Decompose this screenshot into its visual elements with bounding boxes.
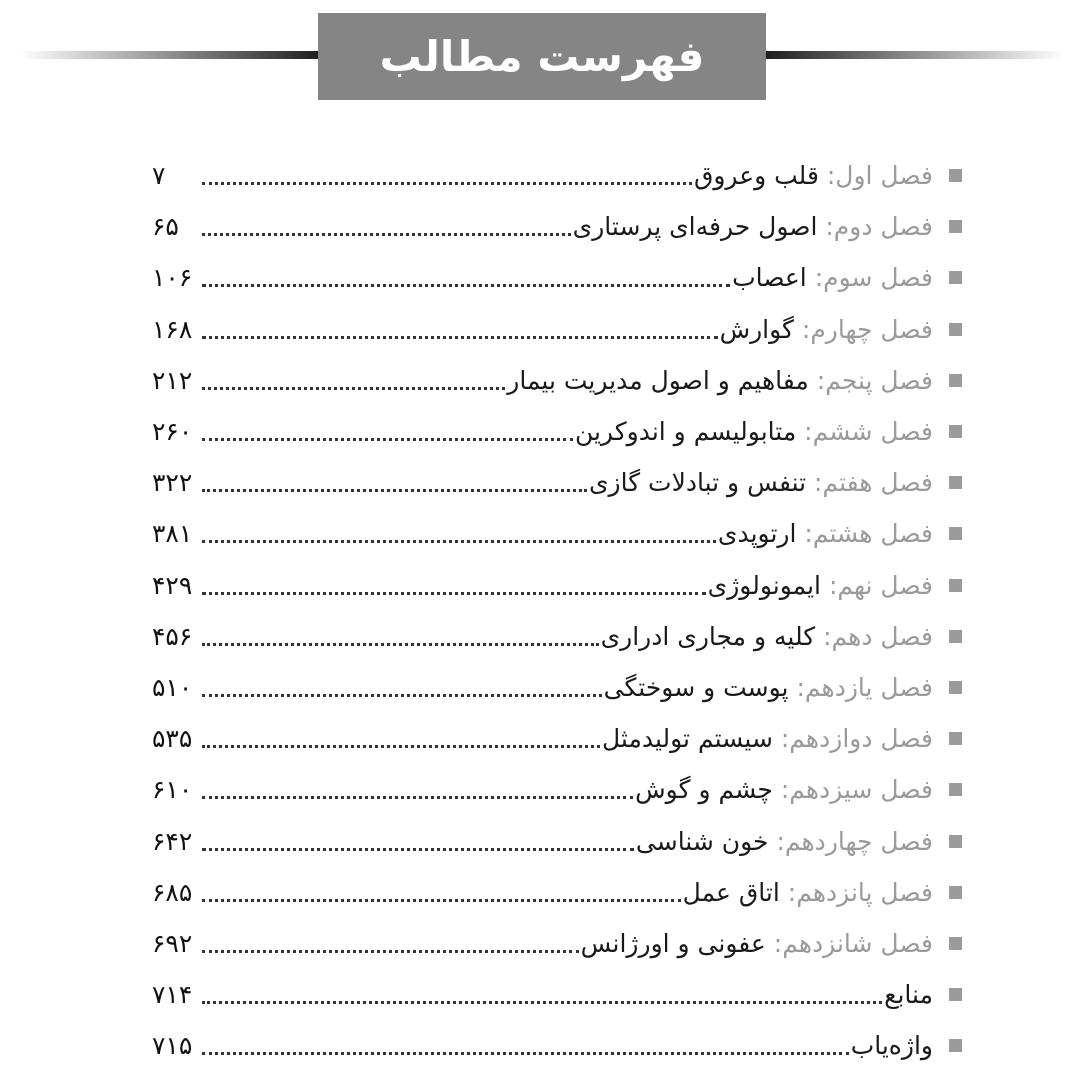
chapter-title: تنفس و تبادلات گازی — [588, 468, 807, 498]
chapter-number: فصل شانزدهم: — [773, 928, 933, 958]
toc-entry[interactable] — [152, 201, 962, 252]
square-bullet-icon — [949, 220, 962, 233]
page-number: ۶۸۵ — [152, 877, 193, 907]
dot-leader — [202, 182, 692, 185]
page-number: ۳۸۱ — [152, 519, 193, 549]
square-bullet-icon — [949, 783, 962, 796]
page-number: ۷۱۴ — [152, 980, 193, 1010]
square-bullet-icon — [949, 886, 962, 899]
toc-entry[interactable] — [152, 252, 962, 303]
page-number: ۶۱۰ — [152, 775, 193, 805]
chapter-number: فصل دوازدهم: — [780, 724, 933, 754]
square-bullet-icon — [949, 527, 962, 540]
chapter-number: فصل دهم: — [823, 621, 933, 651]
header-rule-right — [764, 51, 1064, 59]
dot-leader — [202, 540, 716, 543]
page-number: ۱۶۸ — [152, 314, 193, 344]
square-bullet-icon — [949, 1039, 962, 1052]
header-rule-left — [20, 51, 320, 59]
page-title: فهرست مطالب — [379, 32, 705, 81]
page-number: ۶۴۲ — [152, 826, 193, 856]
dot-leader — [202, 233, 571, 236]
dot-leader — [202, 592, 706, 595]
square-bullet-icon — [949, 681, 962, 694]
toc-entry[interactable] — [152, 662, 962, 713]
page-number: ۲۶۰ — [152, 417, 193, 447]
chapter-title: سیستم تولیدمثل — [601, 724, 773, 754]
chapter-number: فصل هفتم: — [814, 468, 933, 498]
toc-entry[interactable] — [152, 560, 962, 611]
chapter-title: گوارش — [719, 314, 794, 344]
page-number: ۵۱۰ — [152, 672, 193, 702]
chapter-number: فصل پانزدهم: — [787, 877, 933, 907]
page-number: ۱۰۶ — [152, 263, 193, 293]
chapter-title: اصول حرفه‌ای پرستاری — [572, 212, 818, 242]
dot-leader — [202, 1001, 882, 1004]
toc-entry[interactable] — [152, 355, 962, 406]
chapter-title: کلیه و مجاری ادراری — [600, 621, 816, 651]
square-bullet-icon — [949, 630, 962, 643]
square-bullet-icon — [949, 374, 962, 387]
toc-entry[interactable] — [152, 969, 962, 1020]
page-number: ۲۱۲ — [152, 365, 193, 395]
square-bullet-icon — [949, 732, 962, 745]
chapter-title: اتاق عمل — [682, 877, 780, 907]
page-number: ۳۲۲ — [152, 468, 193, 498]
chapter-title: واژه‌یاب — [850, 1031, 933, 1061]
page-number: ۷۱۵ — [152, 1031, 193, 1061]
square-bullet-icon — [949, 425, 962, 438]
chapter-title: چشم و گوش — [635, 775, 773, 805]
toc-entry[interactable] — [152, 713, 962, 764]
chapter-title: اعصاب — [732, 263, 807, 293]
dot-leader — [202, 284, 730, 287]
dot-leader — [202, 438, 573, 441]
page-number: ۴۵۶ — [152, 621, 193, 651]
square-bullet-icon — [949, 988, 962, 1001]
chapter-title: ایمونولوژی — [707, 570, 821, 600]
chapter-title: ارتوپدی — [717, 519, 797, 549]
dot-leader — [202, 694, 602, 697]
toc-entry[interactable] — [152, 508, 962, 559]
toc-entry[interactable] — [152, 1020, 962, 1071]
toc-entry[interactable] — [152, 918, 962, 969]
dot-leader — [202, 796, 633, 799]
table-of-contents — [152, 150, 962, 1071]
dot-leader — [202, 643, 599, 646]
chapter-number: فصل اول: — [826, 161, 933, 191]
dot-leader — [202, 848, 634, 851]
dot-leader — [202, 950, 579, 953]
chapter-title: منابع — [884, 980, 933, 1010]
chapter-title: پوست و سوختگی — [603, 672, 789, 702]
square-bullet-icon — [949, 271, 962, 284]
chapter-number: فصل دوم: — [825, 212, 933, 242]
chapter-title: خون شناسی — [635, 826, 769, 856]
chapter-title: عفونی و اورژانس — [580, 928, 766, 958]
square-bullet-icon — [949, 835, 962, 848]
page-number: ۵۳۵ — [152, 724, 193, 754]
toc-entry[interactable] — [152, 764, 962, 815]
page-number: ۶۹۲ — [152, 928, 193, 958]
toc-entry[interactable] — [152, 304, 962, 355]
chapter-title: مفاهیم و اصول مدیریت بیمار — [507, 365, 809, 395]
square-bullet-icon — [949, 476, 962, 489]
dot-leader — [202, 387, 505, 390]
chapter-number: فصل چهارم: — [801, 314, 933, 344]
toc-entry[interactable] — [152, 815, 962, 866]
chapter-number: فصل هشتم: — [804, 519, 933, 549]
chapter-title: قلب وعروق — [693, 161, 819, 191]
chapter-number: فصل سوم: — [814, 263, 933, 293]
page-number: ۷ — [152, 161, 166, 191]
dot-leader — [202, 489, 587, 492]
square-bullet-icon — [949, 937, 962, 950]
dot-leader — [202, 745, 600, 748]
chapter-number: فصل نهم: — [828, 570, 933, 600]
chapter-title: متابولیسم و اندوکرین — [574, 417, 797, 447]
chapter-number: فصل ششم: — [804, 417, 933, 447]
dot-leader — [202, 336, 718, 339]
dot-leader — [202, 899, 681, 902]
toc-entry[interactable] — [152, 406, 962, 457]
page-number: ۴۲۹ — [152, 570, 193, 600]
square-bullet-icon — [949, 579, 962, 592]
toc-entry[interactable] — [152, 457, 962, 508]
chapter-number: فصل سیزدهم: — [780, 775, 933, 805]
chapter-number: فصل پنجم: — [816, 365, 933, 395]
toc-entry[interactable] — [152, 867, 962, 918]
page-number: ۶۵ — [152, 212, 179, 242]
square-bullet-icon — [949, 323, 962, 336]
title-banner — [318, 13, 766, 100]
toc-entry[interactable] — [152, 150, 962, 201]
dot-leader — [202, 1052, 849, 1055]
chapter-number: فصل چهاردهم: — [776, 826, 933, 856]
toc-entry[interactable] — [152, 611, 962, 662]
chapter-number: فصل یازدهم: — [796, 672, 933, 702]
square-bullet-icon — [949, 169, 962, 182]
